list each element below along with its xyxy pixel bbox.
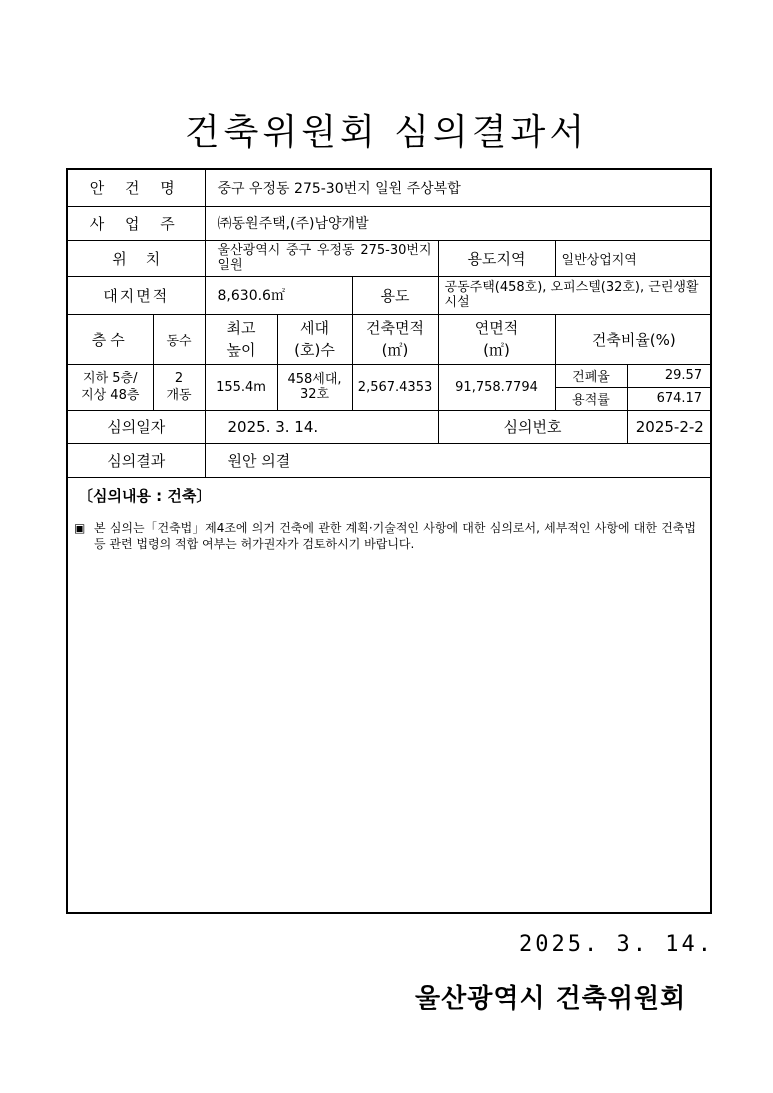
page-title: 건축위원회 심의결과서 [184, 112, 589, 153]
agenda-label: 안 건 명 [68, 170, 205, 206]
review-content [68, 485, 712, 552]
floors-value-line1: 지하 5층/ [83, 371, 138, 386]
content-note [74, 520, 706, 552]
issuing-organization: 울산광역시 건축위원회 [415, 984, 687, 1014]
operator-value: ㈜동원주택,(주)남양개발 [205, 206, 712, 240]
units-label [277, 314, 352, 364]
gross-area-label [438, 314, 555, 364]
row-site [68, 276, 712, 314]
location-label: 위 치 [68, 240, 205, 276]
height-value: 155.4m [205, 364, 277, 410]
square-bullet-icon: ▣ [74, 521, 86, 535]
buildings-value-line2: 개동 [166, 388, 192, 403]
location-value: 울산광역시 중구 우정동 275-30번지 일원 [205, 240, 438, 276]
floors-value [68, 364, 153, 410]
units-label-line2: (호)수 [294, 341, 335, 359]
content-note-text: 본 심의는「건축법」제4조에 의거 건축에 관한 계획·기술적인 사항에 대한 심의로서, 세부적인 사항에 대한 건축법 등 관련 법령의 적합 여부는 허가권자가 검토하시기 바랍니다. [94, 521, 696, 551]
row-specs-header [68, 314, 712, 364]
review-date-value: 2025. 3. 14. [205, 410, 438, 443]
operator-label: 사 업 주 [68, 206, 205, 240]
gross-area-label-line1: 연면적 [474, 319, 519, 337]
review-date-label: 심의일자 [68, 410, 205, 443]
row-review [68, 410, 712, 443]
review-no-value: 2025-2-2 [627, 410, 712, 443]
far-label: 용적률 [555, 387, 627, 410]
content-heading: 〔심의내용 : 건축〕 [78, 487, 212, 505]
result-value: 원안 의결 [205, 443, 712, 477]
gross-area-label-line2: (㎡) [483, 341, 510, 359]
row-location [68, 240, 712, 276]
units-value-line2: 32호 [299, 387, 330, 402]
units-label-line1: 세대 [300, 319, 329, 337]
row-operator [68, 206, 712, 240]
result-form [66, 168, 712, 914]
ratio-label: 건축비율(%) [555, 314, 712, 364]
floors-value-line2: 지상 48층 [81, 388, 140, 403]
info-table [68, 170, 712, 478]
units-value-line1: 458세대, [287, 372, 342, 387]
building-area-label-line1: 건축면적 [366, 319, 424, 337]
far-value: 674.17 [627, 387, 712, 410]
gross-area-value: 91,758.7794 [438, 364, 555, 410]
coverage-value: 29.57 [627, 364, 712, 387]
result-label: 심의결과 [68, 443, 205, 477]
use-value: 공동주택(458호), 오피스텔(32호), 근린생활시설 [438, 276, 712, 314]
row-result [68, 443, 712, 477]
review-no-label: 심의번호 [438, 410, 627, 443]
buildings-label: 동수 [153, 314, 205, 364]
units-value [277, 364, 352, 410]
building-area-label-line2: (㎡) [381, 341, 409, 359]
height-label [205, 314, 277, 364]
buildings-value [153, 364, 205, 410]
coverage-label: 건폐율 [555, 364, 627, 387]
buildings-value-line1: 2 [174, 371, 184, 386]
height-label-line2: 높이 [226, 341, 256, 359]
issue-date: 2025. 3. 14. [519, 932, 714, 957]
height-label-line1: 최고 [226, 319, 256, 337]
building-area-value: 2,567.4353 [352, 364, 438, 410]
floors-label: 층수 [68, 314, 153, 364]
site-area-value: 8,630.6㎡ [205, 276, 352, 314]
zoning-label: 용도지역 [438, 240, 555, 276]
building-area-label [352, 314, 438, 364]
row-specs-1 [68, 364, 712, 387]
site-area-label: 대지면적 [68, 276, 205, 314]
use-label: 용도 [352, 276, 438, 314]
zoning-value: 일반상업지역 [555, 240, 712, 276]
agenda-value: 중구 우정동 275-30번지 일원 주상복합 [205, 170, 712, 206]
row-agenda [68, 170, 712, 206]
